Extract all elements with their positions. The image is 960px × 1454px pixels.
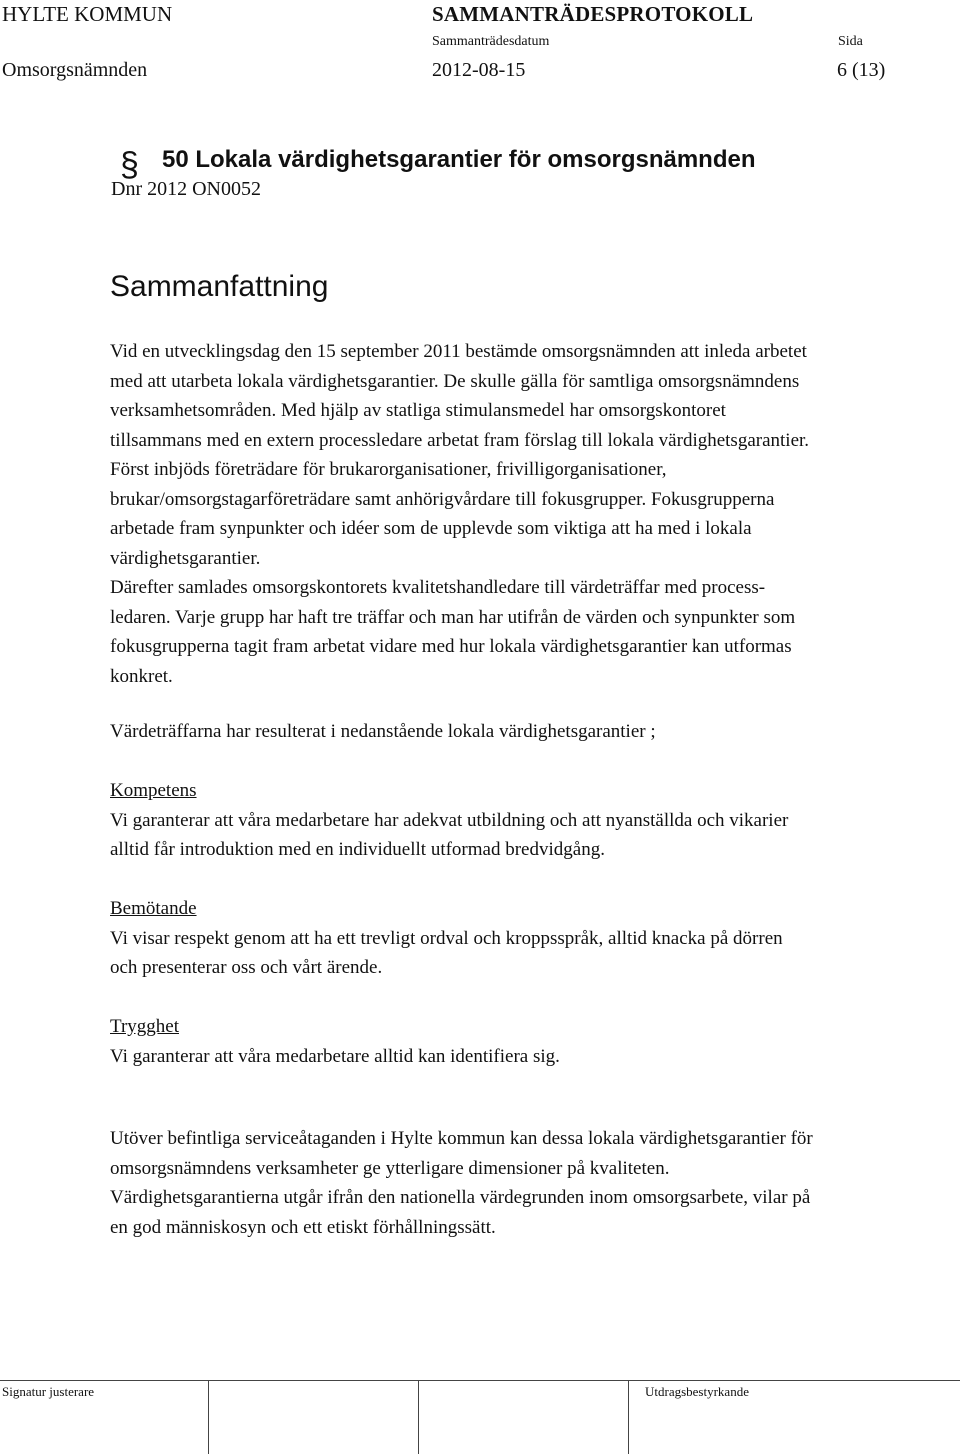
footer-divider [418, 1380, 419, 1454]
guarantee-trygghet [110, 1012, 930, 1071]
municipality-name: HYLTE KOMMUN [2, 2, 173, 26]
page-label: Sida [838, 34, 863, 49]
meeting-date: 2012-08-15 [432, 59, 526, 81]
text-line: Först inbjöds företrädare för brukarorganisationer, frivilligorganisationer, [110, 459, 667, 480]
case-number: Dnr 2012 ON0052 [111, 178, 261, 200]
text-line: Vid en utvecklingsdag den 15 september 2011 bestämde omsorgsnämnden att inleda arbetet [110, 341, 807, 362]
text-line: tillsammans med en extern processledare arbetat fram förslag till lokala värdighetsgarantier. [110, 429, 810, 451]
text-line: värdighetsgarantier. [110, 547, 261, 569]
guarantee-kompetens [110, 776, 930, 865]
text-line: fokusgrupperna tagit fram arbetat vidare med hur lokala värdighetsgarantier kan utformas [110, 636, 792, 657]
result-intro: Värdeträffarna har resulterat i nedanstående lokala värdighetsgarantier ; [110, 721, 656, 742]
footer-divider [628, 1380, 629, 1454]
meeting-date-label: Sammanträdesdatum [432, 34, 550, 49]
text-line: arbetade fram synpunkter och idéer som de upplevde som viktiga att ha med i lokala [110, 518, 752, 539]
text-line: Vi garanterar att våra medarbetare alltid kan identifiera sig. [110, 1045, 560, 1067]
text-line: verksamhetsområden. Med hjälp av statliga stimulansmedel har omsorgskontoret [110, 400, 726, 421]
guarantee-heading: Bemötande [110, 898, 197, 919]
text-line: Värdighetsgarantierna utgår ifrån den nationella värdegrunden inom omsorgsarbete, vilar på [110, 1187, 811, 1208]
text-line: Vi garanterar att våra medarbetare har adekvat utbildning och att nyanställda och vikarier [110, 809, 789, 831]
guarantee-heading: Trygghet [110, 1016, 179, 1037]
text-line: Utöver befintliga serviceåtaganden i Hylte kommun kan dessa lokala värdighetsgarantier för [110, 1128, 813, 1149]
text-line: alltid får introduktion med en individuellt utformad bredvidgång. [110, 839, 605, 860]
document-type: SAMMANTRÄDESPROTOKOLL [432, 2, 754, 26]
summary-paragraph [110, 337, 930, 691]
text-line: med att utarbeta lokala värdighetsgarantier. De skulle gälla för samtliga omsorgsnämndens [110, 370, 800, 392]
text-line: konkret. [110, 665, 173, 687]
text-line: brukar/omsorgstagarföreträdare samt anhörigvårdare till fokusgrupper. Fokusgrupperna [110, 488, 775, 510]
text-line: ledaren. Varje grupp har haft tre träffar och man har utifrån de värden och synpunkter som [110, 606, 796, 628]
text-line: Därefter samlades omsorgskontorets kvalitetshandledare till värdeträffar med process- [110, 577, 766, 598]
text-line: och presenterar oss och vårt ärende. [110, 957, 383, 978]
text-line: en god människosyn och ett etiskt förhållningssätt. [110, 1216, 496, 1238]
guarantee-bemotande [110, 894, 930, 983]
signature-label: Signatur justerare [2, 1384, 95, 1399]
page-number: 6 (13) [837, 59, 886, 81]
text-line: omsorgsnämndens verksamheter ge ytterligare dimensioner på kvaliteten. [110, 1157, 670, 1179]
closing-paragraph [110, 1124, 930, 1242]
section-symbol: § [120, 146, 139, 184]
summary-heading: Sammanfattning [110, 270, 329, 303]
guarantee-heading: Kompetens [110, 780, 197, 801]
footer-divider [208, 1380, 209, 1454]
text-line: Vi visar respekt genom att ha ett trevligt ordval och kroppsspråk, alltid knacka på dörren [110, 927, 783, 949]
extract-label: Utdragsbestyrkande [645, 1384, 749, 1399]
committee-name: Omsorgsnämnden [2, 59, 148, 81]
footer-rule [0, 1380, 960, 1381]
section-title: 50 Lokala värdighetsgarantier för omsorgsnämnden [162, 146, 756, 173]
